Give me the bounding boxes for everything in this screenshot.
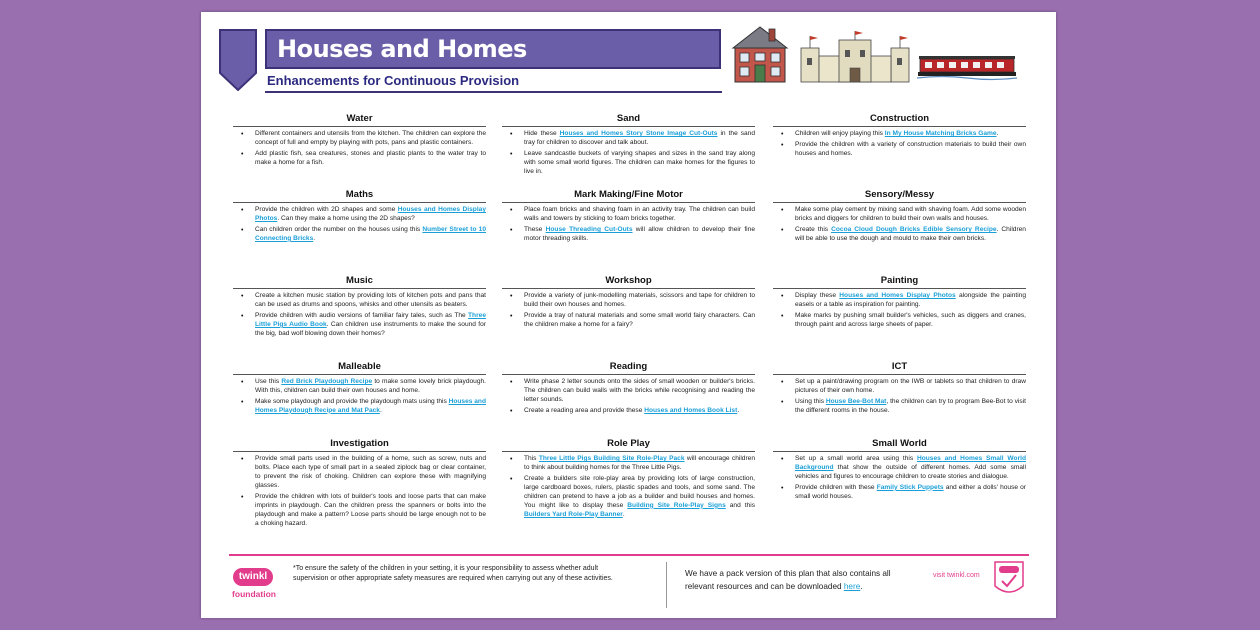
subtitle-underline <box>265 91 722 93</box>
list-item: • Provide a tray of natural materials and some small world fairy characters. Can the children make a home for a fairy? <box>524 312 755 330</box>
resource-link[interactable]: Houses and Homes Playdough Recipe and Mat Pack <box>255 397 486 414</box>
castle-illustration <box>799 30 911 84</box>
section-reading <box>502 360 755 418</box>
resource-link[interactable]: Number Street to 10 Connecting Bricks <box>255 225 486 242</box>
resource-link[interactable]: Family Stick Puppets <box>876 483 944 491</box>
section-title: Sensory/Messy <box>864 189 935 200</box>
list-item: • Provide a variety of junk-modelling materials, scissors and tape for children to build their own houses and homes. <box>524 292 755 310</box>
list-item: • This Three Little Pigs Building Site Role-Play Pack will encourage children to think about building homes for the Three Little Pigs. <box>524 455 755 473</box>
list-item: • Provide the children with lots of builder's tools and loose parts that can make imprints in playdough. Can the children press the spanners or bolts into the playdough and make a pattern? Loose parts should be large enough not to be a choking hazard. <box>255 493 486 529</box>
planning-sheet <box>201 12 1056 618</box>
list-item: • Use this Red Brick Playdough Recipe to make some lovely brick playdough. With this, children can build their own houses and home. <box>255 378 486 396</box>
section-title: Mark Making/Fine Motor <box>574 189 683 200</box>
list-item: • Create this Cocoa Cloud Dough Bricks Edible Sensory Recipe. Children will be able to use the dough and mould to make their own bricks. <box>795 226 1026 244</box>
list-item: • Provide children with these Family Stick Puppets and either a dolls' house or small world houses. <box>795 484 1026 502</box>
section-title: Maths <box>345 189 374 200</box>
list-item: • Hide these Houses and Homes Story Stone Image Cut-Outs in the sand tray for children to discover and talk about. <box>524 130 755 148</box>
section-construction <box>773 112 1026 161</box>
list-item: • Provide the children with a variety of construction materials to build their own houses and homes. <box>795 141 1026 159</box>
resource-link[interactable]: Houses and Homes Story Stone Image Cut-Outs <box>559 130 718 137</box>
section-painting <box>773 274 1026 332</box>
resource-link[interactable]: Houses and Homes Display Photos <box>255 206 486 222</box>
list-item: • Create a reading area and provide these Houses and Homes Book List. <box>524 407 755 416</box>
resource-link[interactable]: Three Little Pigs Building Site Role-Play Pack <box>538 455 685 462</box>
footer-divider <box>666 562 667 608</box>
section-title: Malleable <box>338 361 381 372</box>
section-sensory <box>773 188 1026 246</box>
section-title: Investigation <box>330 438 389 449</box>
resource-link[interactable]: Building Site Role-Play Signs <box>627 501 726 509</box>
section-title: Role Play <box>607 438 650 449</box>
list-item: • Set up a small world area using this Houses and Homes Small World Background that show the outside of different homes. Add some small vehicles and figures to encourage children to create stories and dialogue. <box>795 455 1026 482</box>
list-item: • Make some playdough and provide the playdough mats using this Houses and Homes Playdough Recipe and Mat Pack. <box>255 398 486 416</box>
list-item: • Write phase 2 letter sounds onto the sides of small wooden or builder's bricks. The children can build walls with the bricks while recognising and reading the letter sounds. <box>524 378 755 405</box>
footer-rule <box>229 554 1029 556</box>
brick-house-illustration <box>729 24 791 84</box>
section-role-play <box>502 437 755 522</box>
section-workshop <box>502 274 755 332</box>
section-malleable <box>233 360 486 418</box>
list-item: • Place foam bricks and shaving foam in an activity tray. The children can build walls and towers by sticking to foam bricks together. <box>524 206 755 224</box>
list-item: • Set up a paint/drawing program on the IWB or tablets so that children to draw pictures of their own home. <box>795 378 1026 396</box>
list-item: • Provide the children with 2D shapes and some Houses and Homes Display Photos. Can they make a home using the 2D shapes? <box>255 206 486 224</box>
section-title: Workshop <box>605 275 652 286</box>
list-item: • Make marks by pushing small builder's vehicles, such as diggers and cranes, through paint and across large sheets of paper. <box>795 312 1026 330</box>
list-item: • Provide children with audio versions of familiar fairy tales, such as The Three Little Pigs Audio Book. Can children use instruments to make the sound for the big, bad wolf blowing down their homes? <box>255 312 486 339</box>
resource-link[interactable]: House Threading Cut-Outs <box>545 225 633 233</box>
section-title: Music <box>346 275 373 286</box>
resource-link[interactable]: Builders Yard Role-Play Banner <box>524 510 623 518</box>
section-investigation <box>233 437 486 531</box>
twinkl-website-link[interactable]: visit twinkl.com <box>933 572 980 579</box>
list-item: • Using this House Bee-Bot Mat, the children can try to program Bee-Bot to visit the different rooms in the house. <box>795 398 1026 416</box>
list-item: • Create a builders site role-play area by providing lots of large construction, large cardboard boxes, rulers, plastic spades and tools, and some sand. The children can pretend to have a job as a builder and build houses and homes. You might like to display these Building Site Role-Play Signs and this Builders Yard Role-Play Banner. <box>524 475 755 520</box>
list-item: • Display these Houses and Homes Display Photos alongside the painting easels or a table as inspiration for painting. <box>795 292 1026 310</box>
resource-link[interactable]: Red Brick Playdough Recipe <box>281 378 373 385</box>
section-water <box>233 112 486 170</box>
section-mark-making <box>502 188 755 246</box>
page-subtitle: Enhancements for Continuous Provision <box>267 73 520 88</box>
page-title: Houses and Homes <box>277 35 527 63</box>
list-item: • Leave sandcastle buckets of varying shapes and sizes in the sand tray along with some small world figures. The children can make homes for the figures to live in. <box>524 150 755 177</box>
section-title: Construction <box>869 113 930 124</box>
section-ict <box>773 360 1026 418</box>
list-item: • Add plastic fish, sea creatures, stones and plastic plants to the water tray to make a home for a fish. <box>255 150 486 168</box>
section-title: Sand <box>616 113 641 124</box>
list-item: • Children will enjoy playing this In My House Matching Bricks Game. <box>795 130 1026 139</box>
pack-download-text: We have a pack version of this plan that also contains all relevant resources and can be downloaded here. <box>685 569 891 592</box>
resource-link[interactable]: Three Little Pigs Audio Book <box>255 311 486 328</box>
section-sand <box>502 112 755 179</box>
resource-link[interactable]: Houses and Homes Small World Background <box>795 455 1026 471</box>
list-item: • These House Threading Cut-Outs will allow children to develop their fine motor threading skills. <box>524 226 755 244</box>
resource-link[interactable]: House Bee-Bot Mat <box>825 397 887 405</box>
section-title: Small World <box>872 438 927 449</box>
pentagon-badge <box>219 29 257 91</box>
section-title: Water <box>346 113 373 124</box>
section-music <box>233 274 486 341</box>
list-item: • Provide small parts used in the building of a home, such as screw, nuts and bolts. Place each type of small part in a sealed ziplock bag or clear container, to prevent the risk of choking. Children can explore these with magnifying glasses. <box>255 455 486 491</box>
safety-disclaimer: *To ensure the safety of the children in your setting, it is your responsibility to assess whether adult supervision or other appropriate safety measures are required when carrying out any of these activities. <box>293 565 613 582</box>
list-item: • Create a kitchen music station by providing lots of kitchen pots and pans that can be used as drums and spoons, whisks and other utensils as beaters. <box>255 292 486 310</box>
section-maths <box>233 188 486 246</box>
section-small-world <box>773 437 1026 504</box>
resource-link[interactable]: Houses and Homes Display Photos <box>839 292 956 299</box>
narrowboat-illustration <box>917 52 1019 82</box>
quality-badge-icon <box>993 560 1025 598</box>
resource-link[interactable]: In My House Matching Bricks Game <box>884 130 997 137</box>
list-item: • Make some play cement by mixing sand with shaving foam. Add some wooden bricks and diggers for children to build their own walls and houses. <box>795 206 1026 224</box>
resource-link[interactable]: Houses and Homes Book List <box>644 406 738 414</box>
list-item: • Can children order the number on the houses using this Number Street to 10 Connecting Bricks. <box>255 226 486 244</box>
section-title: Painting <box>880 275 919 286</box>
section-title: Reading <box>609 361 648 372</box>
list-item: • Different containers and utensils from the kitchen. The children can explore the concept of full and empty by playing with pots, pans and plastic containers. <box>255 130 486 148</box>
resource-link[interactable]: Cocoa Cloud Dough Bricks Edible Sensory Recipe <box>831 225 997 233</box>
title-bar <box>265 29 721 69</box>
download-link[interactable]: here <box>843 582 861 592</box>
section-title: ICT <box>891 361 908 372</box>
twinkl-foundation-logo[interactable]: twinkl foundation <box>229 562 279 608</box>
